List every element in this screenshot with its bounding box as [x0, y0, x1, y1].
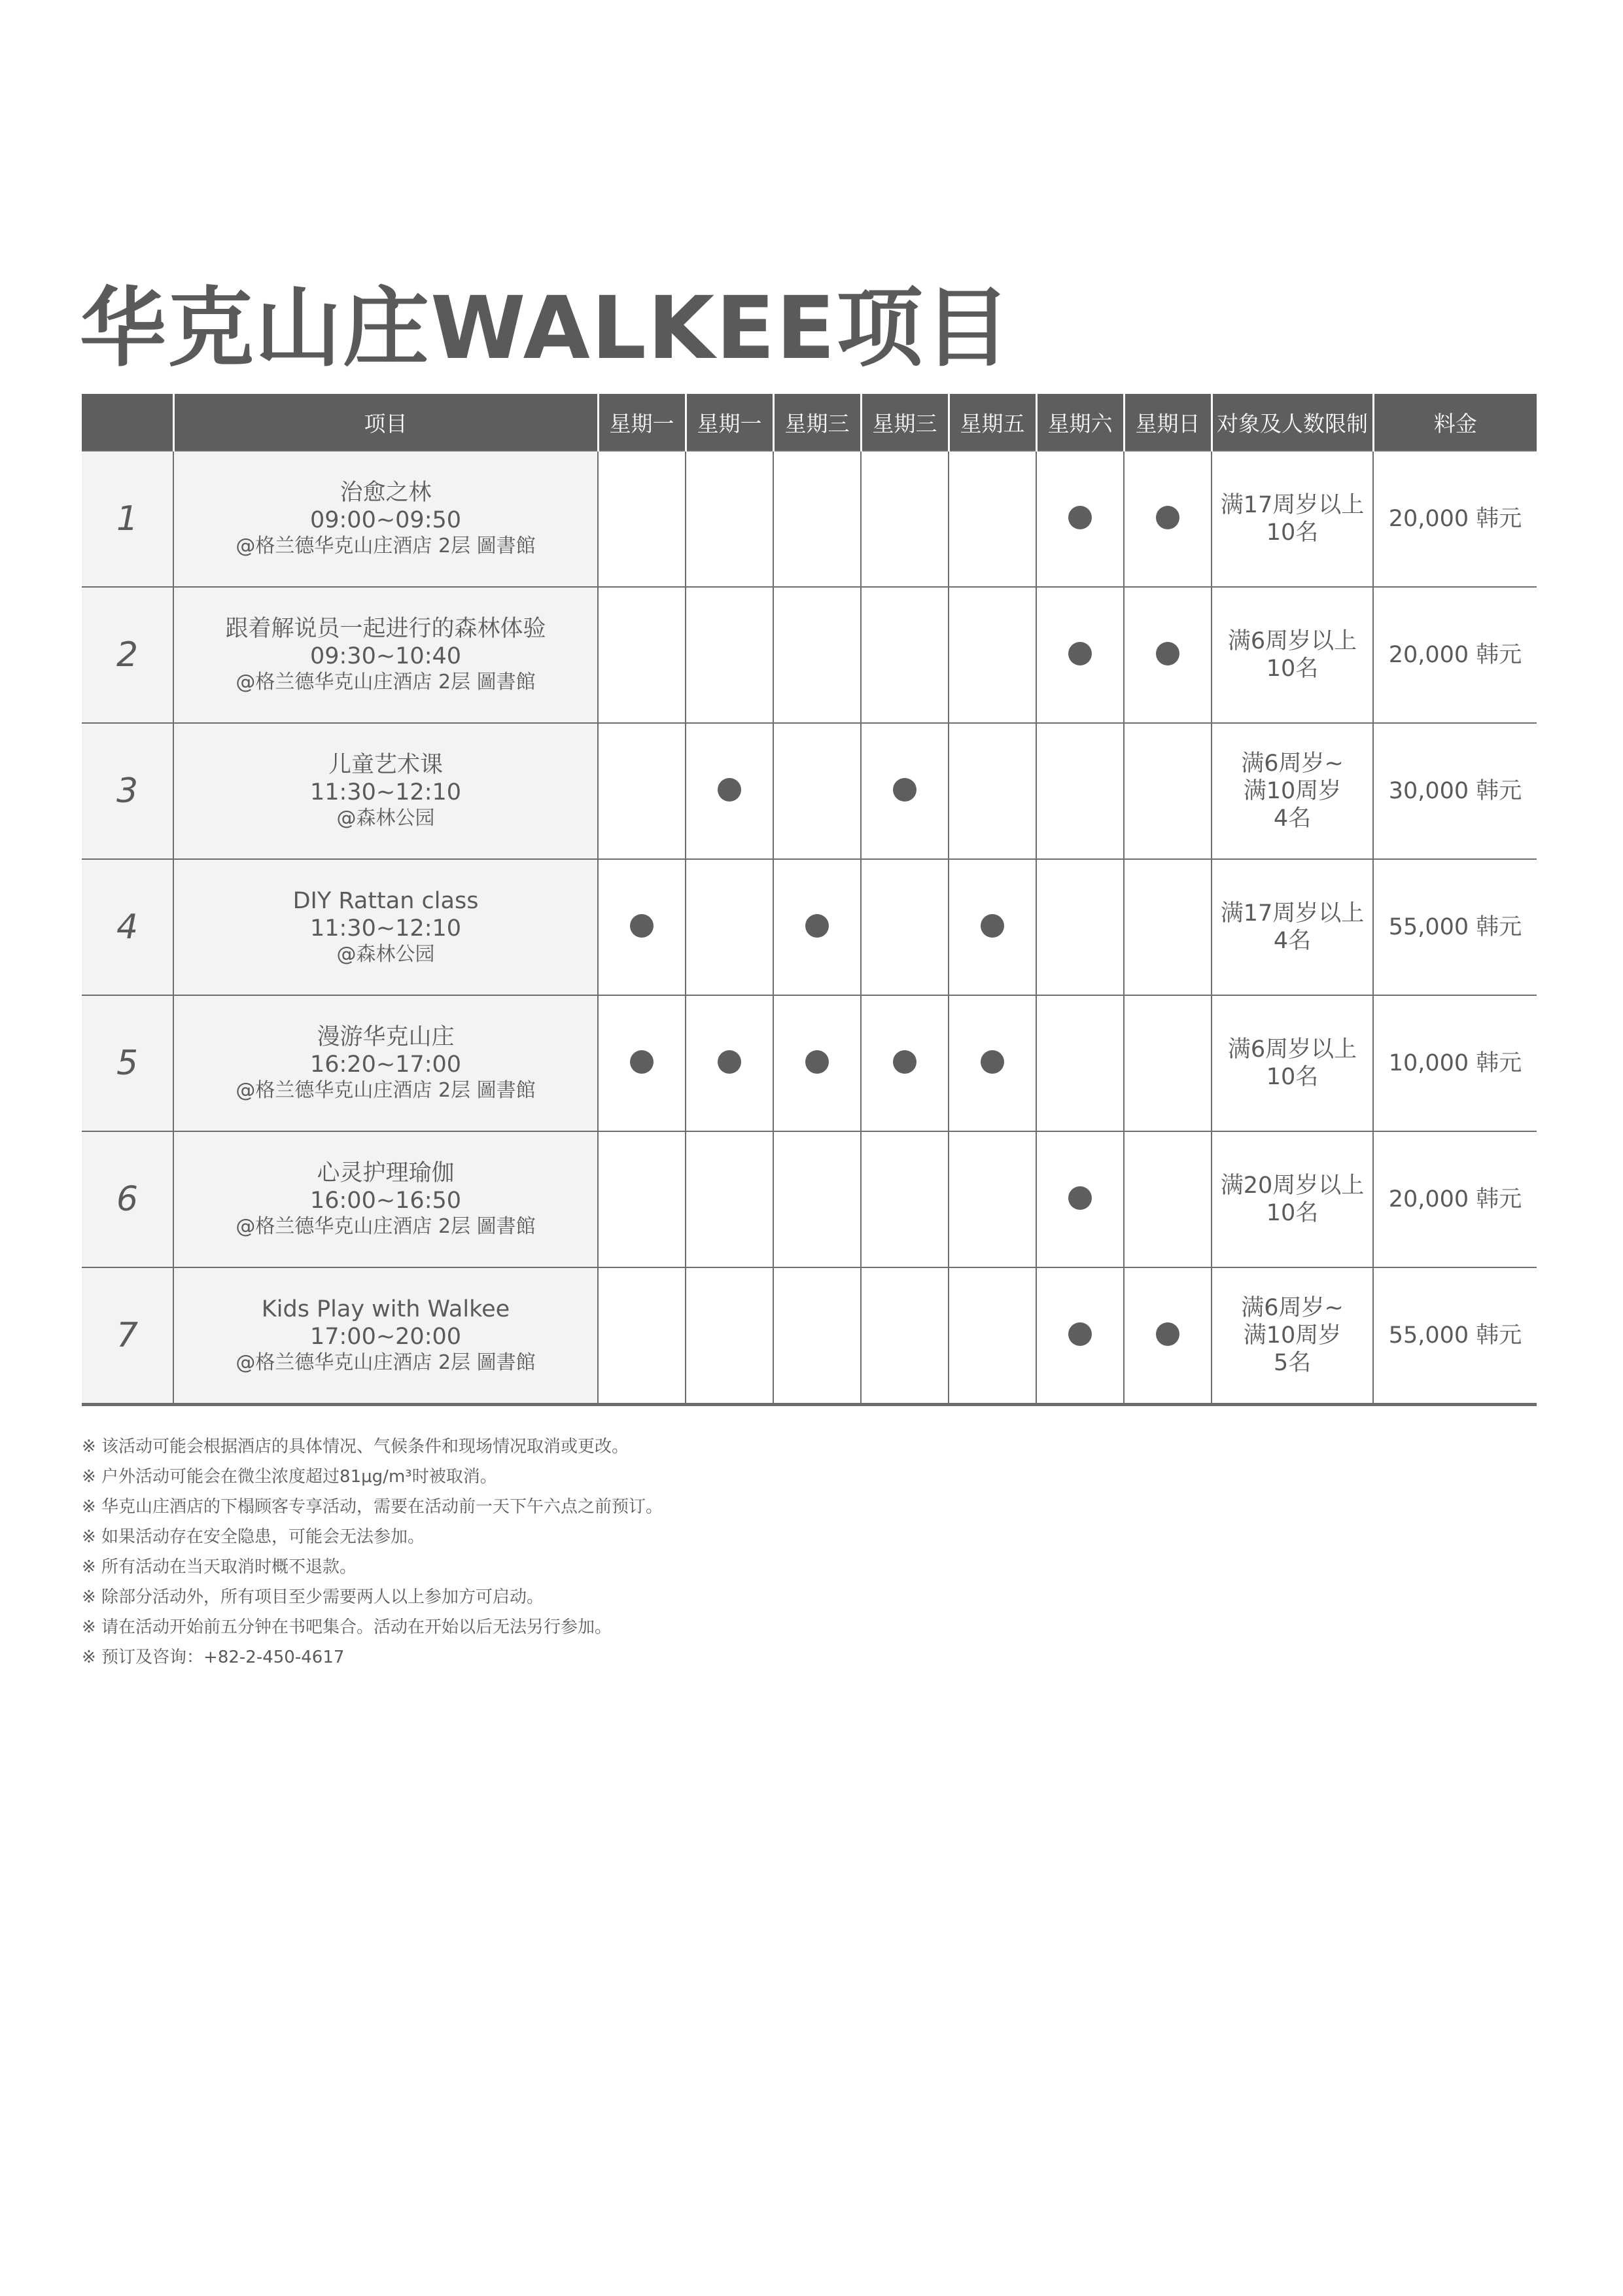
- day-cell: [598, 451, 686, 587]
- audience-line: 满17周岁以上: [1220, 492, 1365, 518]
- day-cell: [1124, 451, 1212, 587]
- audience-line: 满6周岁~: [1241, 1295, 1344, 1321]
- audience-line: 满10周岁: [1243, 778, 1342, 804]
- price-cell: 30,000 韩元: [1373, 723, 1537, 859]
- header-cell: 项目: [173, 394, 598, 451]
- program-location: @格兰德华克山庄酒店 2层 圖書館: [236, 535, 536, 557]
- program-location: @格兰德华克山庄酒店 2层 圖書館: [236, 1079, 536, 1102]
- audience-line: 10名: [1266, 520, 1319, 546]
- header-cell: 对象及人数限制: [1212, 394, 1373, 451]
- day-cell: [1124, 1131, 1212, 1267]
- header-cell: 星期三: [773, 394, 861, 451]
- audience-line: 4名: [1273, 805, 1312, 832]
- day-cell: [598, 587, 686, 723]
- program-time: 17:00~20:00: [309, 1324, 462, 1350]
- price-cell: 55,000 韩元: [1373, 1267, 1537, 1405]
- audience-line: 10名: [1266, 1064, 1319, 1090]
- header-cell: 星期五: [949, 394, 1036, 451]
- program-name: 治愈之林: [340, 480, 432, 506]
- day-cell: [861, 451, 949, 587]
- day-cell: [1124, 587, 1212, 723]
- availability-dot-icon: [805, 914, 829, 938]
- header-cell: 星期一: [598, 394, 686, 451]
- day-cell: [686, 1267, 773, 1405]
- audience-line: 10名: [1266, 1200, 1319, 1226]
- table-row: [82, 1131, 1537, 1267]
- audience-cell: [1212, 995, 1373, 1131]
- program-time: 09:30~10:40: [309, 643, 462, 669]
- row-number: 5: [82, 995, 173, 1131]
- day-cell: [686, 587, 773, 723]
- note-item: ※ 除部分活动外，所有项目至少需要两人以上参加方可启动。: [82, 1587, 544, 1607]
- day-cell: [1036, 1267, 1124, 1405]
- program-location: @森林公园: [336, 807, 435, 830]
- day-cell: [861, 1131, 949, 1267]
- note-item: ※ 该活动可能会根据酒店的具体情况、气候条件和现场情况取消或更改。: [82, 1437, 629, 1457]
- day-cell: [1124, 1267, 1212, 1405]
- program-name: 漫游华克山庄: [317, 1024, 455, 1050]
- header-cell: 料金: [1373, 394, 1537, 451]
- availability-dot-icon: [1068, 1186, 1092, 1210]
- program-cell: [173, 723, 598, 859]
- day-cell: [686, 859, 773, 995]
- program-location: @格兰德华克山庄酒店 2层 圖書館: [236, 1351, 536, 1374]
- program-cell: [173, 1131, 598, 1267]
- row-number: 2: [82, 587, 173, 723]
- program-name: DIY Rattan class: [292, 888, 479, 914]
- audience-cell: [1212, 1267, 1373, 1405]
- audience-line: 5名: [1273, 1350, 1312, 1376]
- day-cell: [1036, 859, 1124, 995]
- program-time: 11:30~12:10: [309, 915, 462, 942]
- availability-dot-icon: [893, 778, 916, 802]
- program-location: @格兰德华克山庄酒店 2层 圖書館: [236, 1215, 536, 1238]
- day-cell: [598, 995, 686, 1131]
- availability-dot-icon: [805, 1050, 829, 1074]
- day-cell: [861, 859, 949, 995]
- row-number: 3: [82, 723, 173, 859]
- audience-line: 10名: [1266, 656, 1319, 682]
- day-cell: [773, 995, 861, 1131]
- day-cell: [773, 1267, 861, 1405]
- table-body: [82, 451, 1537, 1405]
- day-cell: [949, 859, 1036, 995]
- audience-line: 满6周岁~: [1241, 751, 1344, 777]
- program-cell: [173, 1267, 598, 1405]
- day-cell: [949, 723, 1036, 859]
- price-cell: 20,000 韩元: [1373, 451, 1537, 587]
- day-cell: [861, 1267, 949, 1405]
- table-row: [82, 723, 1537, 859]
- audience-cell: [1212, 723, 1373, 859]
- day-cell: [1124, 859, 1212, 995]
- availability-dot-icon: [630, 1050, 654, 1074]
- day-cell: [598, 723, 686, 859]
- row-number: 1: [82, 451, 173, 587]
- note-item: ※ 华克山庄酒店的下榻顾客专享活动，需要在活动前一天下午六点之前预订。: [82, 1497, 663, 1517]
- audience-line: 4名: [1273, 928, 1312, 954]
- availability-dot-icon: [1068, 1322, 1092, 1346]
- availability-dot-icon: [1156, 506, 1179, 529]
- header-cell: 星期一: [686, 394, 773, 451]
- price-cell: 20,000 韩元: [1373, 1131, 1537, 1267]
- header-cell: 星期日: [1124, 394, 1212, 451]
- day-cell: [773, 587, 861, 723]
- availability-dot-icon: [630, 914, 654, 938]
- day-cell: [949, 995, 1036, 1131]
- header-num: [82, 394, 173, 451]
- availability-dot-icon: [981, 914, 1004, 938]
- day-cell: [1124, 995, 1212, 1131]
- program-location: @格兰德华克山庄酒店 2层 圖書館: [236, 671, 536, 694]
- day-cell: [773, 723, 861, 859]
- day-cell: [773, 1131, 861, 1267]
- availability-dot-icon: [1068, 642, 1092, 665]
- program-time: 16:20~17:00: [309, 1051, 462, 1078]
- day-cell: [861, 723, 949, 859]
- schedule-table: [82, 394, 1537, 1406]
- price-cell: 20,000 韩元: [1373, 587, 1537, 723]
- program-cell: [173, 587, 598, 723]
- program-cell: [173, 451, 598, 587]
- audience-cell: [1212, 1131, 1373, 1267]
- notes-list: [82, 1432, 1537, 1672]
- day-cell: [949, 1131, 1036, 1267]
- program-name: Kids Play with Walkee: [261, 1296, 510, 1322]
- day-cell: [598, 1267, 686, 1405]
- price-cell: 55,000 韩元: [1373, 859, 1537, 995]
- row-number: 7: [82, 1267, 173, 1405]
- day-cell: [861, 587, 949, 723]
- audience-cell: [1212, 587, 1373, 723]
- day-cell: [686, 451, 773, 587]
- day-cell: [949, 587, 1036, 723]
- day-cell: [1036, 995, 1124, 1131]
- day-cell: [686, 995, 773, 1131]
- program-time: 09:00~09:50: [309, 507, 462, 533]
- program-cell: [173, 995, 598, 1131]
- price-cell: 10,000 韩元: [1373, 995, 1537, 1131]
- program-name: 心灵护理瑜伽: [317, 1160, 455, 1186]
- audience-line: 满20周岁以上: [1220, 1173, 1365, 1199]
- audience-line: 满6周岁以上: [1227, 1036, 1357, 1063]
- table-row: [82, 587, 1537, 723]
- note-item: ※ 户外活动可能会在微尘浓度超过81μg/m³时被取消。: [82, 1467, 497, 1487]
- table-row: [82, 1267, 1537, 1405]
- availability-dot-icon: [1156, 642, 1179, 665]
- day-cell: [686, 723, 773, 859]
- audience-line: 满10周岁: [1243, 1322, 1342, 1349]
- day-cell: [773, 451, 861, 587]
- availability-dot-icon: [893, 1050, 916, 1074]
- page-title: 华克山庄WALKEE项目: [80, 278, 1012, 379]
- day-cell: [598, 1131, 686, 1267]
- day-cell: [1036, 723, 1124, 859]
- table-row: [82, 451, 1537, 587]
- header-cell: 星期六: [1036, 394, 1124, 451]
- availability-dot-icon: [718, 778, 741, 802]
- day-cell: [949, 1267, 1036, 1405]
- day-cell: [598, 859, 686, 995]
- day-cell: [1036, 587, 1124, 723]
- program-location: @森林公园: [336, 943, 435, 966]
- day-cell: [1036, 451, 1124, 587]
- day-cell: [949, 451, 1036, 587]
- table-header-row: [82, 394, 1537, 451]
- audience-cell: [1212, 859, 1373, 995]
- row-number: 6: [82, 1131, 173, 1267]
- day-cell: [1036, 1131, 1124, 1267]
- audience-cell: [1212, 451, 1373, 587]
- day-cell: [861, 995, 949, 1131]
- note-item: ※ 请在活动开始前五分钟在书吧集合。活动在开始以后无法另行参加。: [82, 1617, 612, 1637]
- program-name: 儿童艺术课: [328, 752, 443, 778]
- table-row: [82, 995, 1537, 1131]
- day-cell: [686, 1131, 773, 1267]
- availability-dot-icon: [718, 1050, 741, 1074]
- availability-dot-icon: [1068, 506, 1092, 529]
- header-cell: 星期三: [861, 394, 949, 451]
- day-cell: [1124, 723, 1212, 859]
- day-cell: [773, 859, 861, 995]
- program-time: 16:00~16:50: [309, 1188, 462, 1214]
- row-number: 4: [82, 859, 173, 995]
- note-item: ※ 所有活动在当天取消时概不退款。: [82, 1557, 357, 1577]
- program-name: 跟着解说员一起进行的森林体验: [225, 616, 546, 642]
- table-row: [82, 859, 1537, 995]
- audience-line: 满6周岁以上: [1227, 628, 1357, 654]
- program-time: 11:30~12:10: [309, 779, 462, 805]
- availability-dot-icon: [981, 1050, 1004, 1074]
- note-item: ※ 预订及咨询：+82-2-450-4617: [82, 1648, 345, 1667]
- audience-line: 满17周岁以上: [1220, 900, 1365, 927]
- availability-dot-icon: [1156, 1322, 1179, 1346]
- note-item: ※ 如果活动存在安全隐患，可能会无法参加。: [82, 1527, 425, 1547]
- program-cell: [173, 859, 598, 995]
